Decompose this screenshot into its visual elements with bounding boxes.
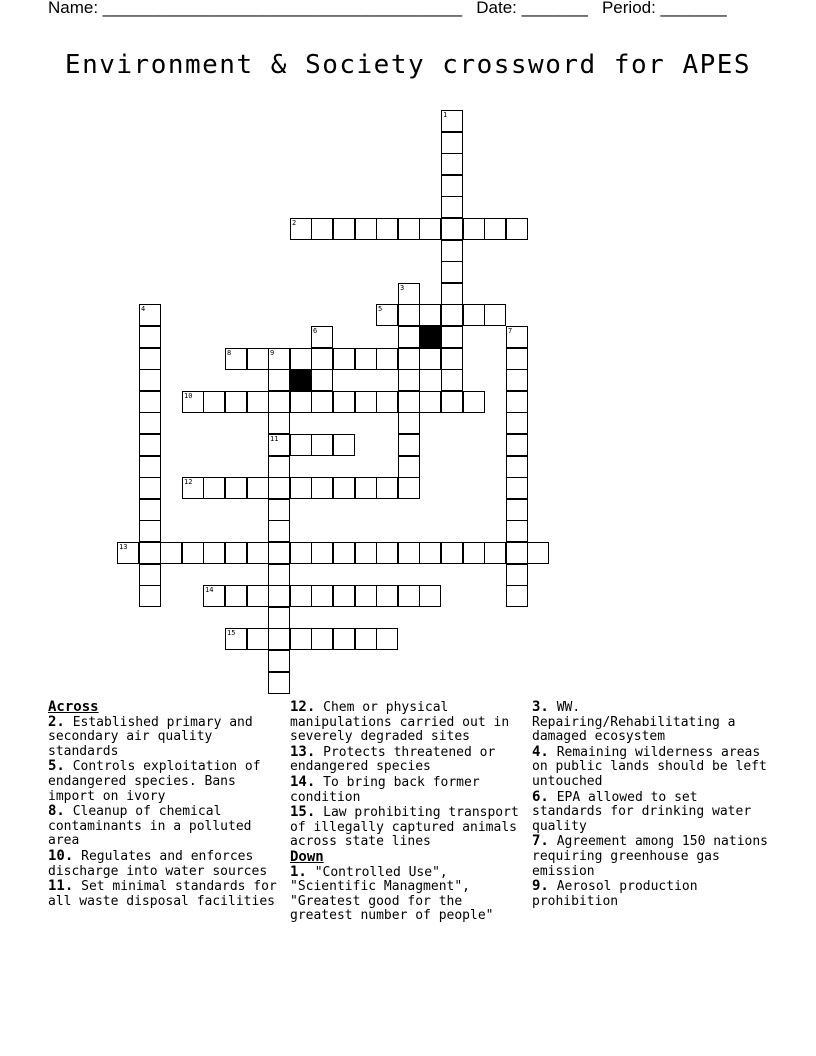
grid-cell[interactable] <box>182 477 204 499</box>
grid-cell[interactable] <box>441 153 463 175</box>
grid-cell[interactable] <box>441 261 463 283</box>
grid-cell[interactable] <box>268 499 290 521</box>
grid-cell[interactable] <box>355 348 377 370</box>
grid-cell[interactable] <box>268 520 290 542</box>
grid-cell[interactable] <box>160 542 182 564</box>
grid-cell[interactable] <box>268 391 290 413</box>
grid-cell[interactable] <box>441 132 463 154</box>
grid-cell[interactable] <box>398 434 420 456</box>
clue-number: 14 <box>205 586 214 594</box>
grid-cell[interactable] <box>441 391 463 413</box>
clue-across-2: 2. Established primary and secondary air quality standards <box>48 713 253 759</box>
clue-number: 3 <box>400 284 405 292</box>
grid-cell[interactable] <box>290 477 312 499</box>
clue-number: 11 <box>270 435 279 443</box>
grid-cell[interactable] <box>268 434 290 456</box>
grid-cell[interactable] <box>506 412 528 434</box>
grid-cell[interactable] <box>463 218 485 240</box>
grid-cell[interactable] <box>333 477 355 499</box>
grid-cell[interactable] <box>225 628 247 650</box>
grid-cell[interactable] <box>225 477 247 499</box>
grid-cell[interactable] <box>225 348 247 370</box>
grid-cell[interactable] <box>290 434 312 456</box>
grid-cell[interactable] <box>139 456 161 478</box>
grid-cell[interactable] <box>376 585 398 607</box>
grid-cell[interactable] <box>311 218 333 240</box>
grid-cell[interactable] <box>139 520 161 542</box>
grid-cell[interactable] <box>290 542 312 564</box>
grid-cell[interactable] <box>376 304 398 326</box>
clue-number: 15 <box>227 629 236 637</box>
grid-cell[interactable] <box>506 434 528 456</box>
grid-cell[interactable] <box>268 585 290 607</box>
grid-cell[interactable] <box>506 348 528 370</box>
grid-cell[interactable] <box>376 542 398 564</box>
grid-cell[interactable] <box>139 585 161 607</box>
grid-cell[interactable] <box>506 456 528 478</box>
clue-number: 12 <box>184 478 193 486</box>
clues-column-3 <box>532 700 768 909</box>
clue-number: 10 <box>184 392 193 400</box>
clue-across-10: 10. Regulates and enforces discharge into water sources <box>48 847 268 879</box>
grid-cell[interactable] <box>484 542 506 564</box>
grid-cell[interactable] <box>419 304 441 326</box>
grid-cell[interactable] <box>247 628 269 650</box>
grid-cell[interactable] <box>506 499 528 521</box>
grid-cell[interactable] <box>441 175 463 197</box>
grid-cell[interactable] <box>419 348 441 370</box>
grid-cell[interactable] <box>398 283 420 305</box>
clue-across-12: 12. Chem or physical manipulations carried out in severely degraded sites <box>290 699 510 745</box>
grid-cell[interactable] <box>268 628 290 650</box>
grid-cell[interactable] <box>419 218 441 240</box>
grid-cell[interactable] <box>398 391 420 413</box>
clue-number: 7 <box>508 327 513 335</box>
grid-cell[interactable] <box>398 585 420 607</box>
grid-cell[interactable] <box>139 499 161 521</box>
grid-cell[interactable] <box>311 542 333 564</box>
grid-cell[interactable] <box>506 520 528 542</box>
grid-cell[interactable] <box>484 304 506 326</box>
grid-cell[interactable] <box>419 585 441 607</box>
grid-cell[interactable] <box>506 564 528 586</box>
grid-cell[interactable] <box>441 542 463 564</box>
clue-across-8: 8. Cleanup of chemical contaminants in a polluted area <box>48 803 252 849</box>
grid-cell[interactable] <box>139 542 161 564</box>
grid-cell[interactable] <box>463 542 485 564</box>
grid-cell[interactable] <box>333 542 355 564</box>
page-title: Environment & Society crossword for APES <box>64 50 752 80</box>
across-heading: Across <box>48 699 99 715</box>
grid-cell[interactable] <box>247 542 269 564</box>
grid-cell[interactable] <box>139 434 161 456</box>
clue-across-14: 14. To bring back former condition <box>290 773 480 805</box>
grid-cell[interactable] <box>398 477 420 499</box>
grid-cell[interactable] <box>139 326 161 348</box>
clue-down-9: 9. Aerosol production prohibition <box>532 878 698 909</box>
grid-cell[interactable] <box>290 628 312 650</box>
grid-cell[interactable] <box>376 391 398 413</box>
grid-cell[interactable] <box>398 218 420 240</box>
grid-cell[interactable] <box>225 585 247 607</box>
grid-cell[interactable] <box>398 326 420 348</box>
grid-cell[interactable] <box>311 326 333 348</box>
grid-cell[interactable] <box>268 456 290 478</box>
grid-cell[interactable] <box>268 477 290 499</box>
grid-cell[interactable] <box>139 369 161 391</box>
period-field-label: Period: _______ <box>601 0 727 17</box>
clue-across-15: 15. Law prohibiting transport of illegally captured animals across state lines <box>290 804 519 850</box>
grid-cell[interactable] <box>225 391 247 413</box>
clue-number: 9 <box>270 349 275 357</box>
grid-cell[interactable] <box>355 542 377 564</box>
grid-cell[interactable] <box>268 369 290 391</box>
clue-number: 4 <box>141 305 146 313</box>
grid-cell[interactable] <box>182 542 204 564</box>
grid-cell[interactable] <box>268 672 290 694</box>
clue-number: 13 <box>119 543 128 551</box>
grid-cell[interactable] <box>355 218 377 240</box>
grid-cell[interactable] <box>268 542 290 564</box>
grid-cell[interactable] <box>333 628 355 650</box>
grid-cell[interactable] <box>441 369 463 391</box>
grid-cell[interactable] <box>506 585 528 607</box>
grid-cell[interactable] <box>441 240 463 262</box>
grid-cell[interactable] <box>355 391 377 413</box>
grid-cell[interactable] <box>311 477 333 499</box>
clue-down-1: 1. "Controlled Use", "Scientific Managment", "Greatest good for the greatest number of people" <box>290 863 494 924</box>
grid-cell[interactable] <box>463 391 485 413</box>
grid-cell[interactable] <box>203 585 225 607</box>
clue-across-13: 13. Protects threatened or endangered species <box>290 743 496 775</box>
clue-across-11: 11. Set minimal standards for all waste disposal facilities <box>48 878 277 909</box>
grid-cell[interactable] <box>268 412 290 434</box>
grid-cell[interactable] <box>311 348 333 370</box>
grid-cell[interactable] <box>376 218 398 240</box>
black-cell <box>290 369 312 391</box>
grid-cell[interactable] <box>247 348 269 370</box>
grid-cell[interactable] <box>139 348 161 370</box>
grid-cell[interactable] <box>398 348 420 370</box>
grid-cell[interactable] <box>311 434 333 456</box>
grid-cell[interactable] <box>311 369 333 391</box>
grid-cell[interactable] <box>311 391 333 413</box>
clues-column-2 <box>290 700 526 924</box>
grid-cell[interactable] <box>290 391 312 413</box>
grid-cell[interactable] <box>333 348 355 370</box>
grid-cell[interactable] <box>268 564 290 586</box>
grid-cell[interactable] <box>506 391 528 413</box>
grid-cell[interactable] <box>117 542 139 564</box>
clue-down-6: 6. EPA allowed to set standards for drinking water quality <box>532 788 752 834</box>
grid-cell[interactable] <box>506 542 528 564</box>
clue-number: 8 <box>227 349 232 357</box>
clue-down-4: 4. Remaining wilderness areas on public lands should be left untouched <box>532 743 767 789</box>
grid-cell[interactable] <box>484 218 506 240</box>
clue-number: 6 <box>313 327 318 335</box>
grid-cell[interactable] <box>247 391 269 413</box>
grid-cell[interactable] <box>203 542 225 564</box>
grid-cell[interactable] <box>506 218 528 240</box>
grid-cell[interactable] <box>398 304 420 326</box>
grid-cell[interactable] <box>268 650 290 672</box>
grid-cell[interactable] <box>376 628 398 650</box>
black-cell <box>419 326 441 348</box>
clue-number: 2 <box>292 219 297 227</box>
grid-cell[interactable] <box>311 585 333 607</box>
clue-down-7: 7. Agreement among 150 nations requiring greenhouse gas emission <box>532 833 769 879</box>
grid-cell[interactable] <box>355 477 377 499</box>
grid-cell[interactable] <box>139 304 161 326</box>
grid-cell[interactable] <box>441 110 463 132</box>
grid-cell[interactable] <box>463 304 485 326</box>
clue-across-5: 5. Controls exploitation of endangered species. Bans import on ivory <box>48 758 261 804</box>
grid-cell[interactable] <box>333 391 355 413</box>
grid-cell[interactable] <box>355 628 377 650</box>
grid-cell[interactable] <box>290 585 312 607</box>
grid-cell[interactable] <box>355 585 377 607</box>
clue-number: 1 <box>443 111 448 119</box>
grid-cell[interactable] <box>441 304 463 326</box>
grid-cell[interactable] <box>290 218 312 240</box>
grid-cell[interactable] <box>182 391 204 413</box>
clues-column-1 <box>48 700 280 909</box>
grid-cell[interactable] <box>398 456 420 478</box>
clue-number: 5 <box>378 305 383 313</box>
grid-cell[interactable] <box>333 585 355 607</box>
grid-cell[interactable] <box>441 326 463 348</box>
grid-cell[interactable] <box>203 391 225 413</box>
grid-cell[interactable] <box>376 477 398 499</box>
grid-cell[interactable] <box>419 542 441 564</box>
grid-cell[interactable] <box>441 218 463 240</box>
grid-cell[interactable] <box>139 412 161 434</box>
grid-cell[interactable] <box>225 542 247 564</box>
grid-cell[interactable] <box>527 542 549 564</box>
grid-cell[interactable] <box>268 607 290 629</box>
grid-cell[interactable] <box>247 585 269 607</box>
grid-cell[interactable] <box>398 542 420 564</box>
grid-cell[interactable] <box>268 348 290 370</box>
grid-cell[interactable] <box>398 369 420 391</box>
grid-cell[interactable] <box>139 391 161 413</box>
grid-cell[interactable] <box>398 412 420 434</box>
grid-cell[interactable] <box>506 326 528 348</box>
grid-cell[interactable] <box>376 348 398 370</box>
grid-cell[interactable] <box>419 391 441 413</box>
grid-cell[interactable] <box>333 434 355 456</box>
grid-cell[interactable] <box>290 348 312 370</box>
grid-cell[interactable] <box>441 283 463 305</box>
grid-cell[interactable] <box>247 477 269 499</box>
down-heading: Down <box>290 848 324 865</box>
date-field-label: Date: _______ <box>476 0 588 17</box>
grid-cell[interactable] <box>506 369 528 391</box>
clue-down-3: 3. WW. Repairing/Rehabilitating a damaged ecosystem <box>532 699 736 745</box>
grid-cell[interactable] <box>333 218 355 240</box>
grid-cell[interactable] <box>506 477 528 499</box>
grid-cell[interactable] <box>441 196 463 218</box>
grid-cell[interactable] <box>139 477 161 499</box>
grid-cell[interactable] <box>441 348 463 370</box>
grid-cell[interactable] <box>203 477 225 499</box>
name-field-label: Name: ______________________________________ <box>48 0 463 17</box>
grid-cell[interactable] <box>311 628 333 650</box>
grid-cell[interactable] <box>139 564 161 586</box>
